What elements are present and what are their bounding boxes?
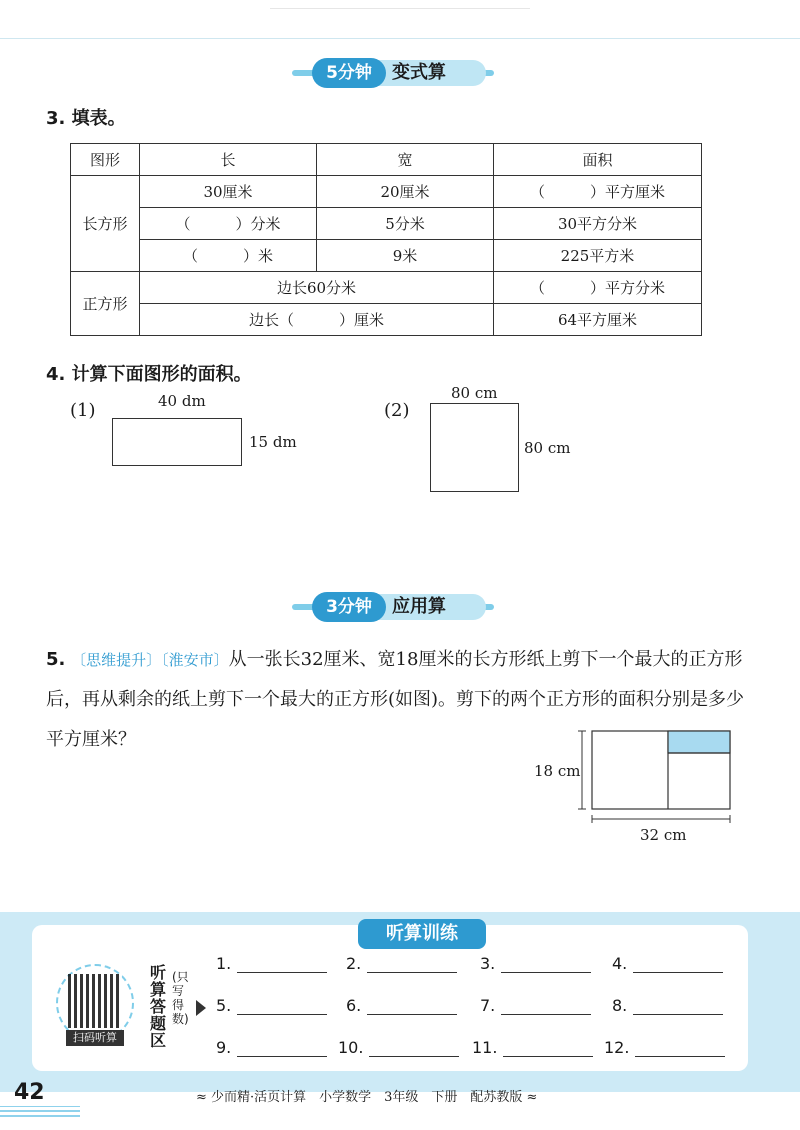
section-header-2: [0, 592, 800, 622]
answer-slot[interactable]: 9.: [216, 1038, 327, 1057]
question-3-title: 3. 填表。: [46, 108, 126, 129]
answer-cell[interactable]: （ ）分米: [140, 208, 317, 240]
table-row: [71, 272, 702, 304]
tag-thinking: 〔思维提升〕: [71, 651, 162, 669]
answer-cell[interactable]: （ ）平方分米: [494, 272, 702, 304]
table-cell: 5分米: [317, 208, 494, 240]
section-header-1: [0, 58, 800, 88]
answer-cell[interactable]: 边长（ ）厘米: [140, 304, 494, 336]
table-row: [71, 176, 702, 208]
arrow-right-icon: [196, 1000, 206, 1016]
answer-area-sublabel: (只写得数): [172, 970, 189, 1026]
question-5-number: 5.: [46, 649, 66, 670]
figure-1-number: (1): [70, 400, 96, 421]
tag-region: 〔淮安市〕: [161, 651, 229, 669]
footer-text: ≈ 少而精·活页计算 小学数学 3年级 下册 配苏教版 ≈: [196, 1090, 538, 1105]
answer-slot[interactable]: 5.: [216, 996, 327, 1015]
answer-slot[interactable]: 1.: [216, 954, 327, 973]
table-row: [71, 240, 702, 272]
table-cell: 边长60分米: [140, 272, 494, 304]
answer-slot[interactable]: 3.: [480, 954, 591, 973]
header-shape: 图形: [71, 144, 140, 176]
figure-1-side-label: 15 dm: [249, 433, 297, 451]
question-5-text: 从一张长32厘米、宽18厘米的长方形纸上剪下一个最大的正方形后，再从剩余的纸上剪下一个最大的正方形(如图)。剪下的两个正方形的面积分别是多少平方厘米？: [46, 649, 745, 750]
figure-2-number: (2): [384, 400, 410, 421]
answer-slot[interactable]: 8.: [612, 996, 723, 1015]
table-header-row: [71, 144, 702, 176]
section-title: 变式算: [392, 62, 446, 83]
page-number: 42: [14, 1080, 45, 1105]
row-label-rectangle: 长方形: [71, 176, 140, 272]
header-length: 长: [140, 144, 317, 176]
figure-2-square: [430, 403, 519, 492]
answer-slot[interactable]: 4.: [612, 954, 723, 973]
qr-code-icon: [68, 974, 122, 1028]
listening-title: 听算训练: [358, 919, 486, 949]
dimension-width-label: 32 cm: [640, 826, 687, 844]
small-square: [668, 731, 730, 753]
table-cell: 20厘米: [317, 176, 494, 208]
section-time-badge: 5分钟: [312, 58, 386, 88]
table-cell: 64平方厘米: [494, 304, 702, 336]
qr-code[interactable]: [56, 964, 134, 1042]
question-4-title: 4. 计算下面图形的面积。: [46, 364, 252, 385]
table-cell: 225平方米: [494, 240, 702, 272]
footer: [0, 1078, 800, 1130]
answer-slot[interactable]: 2.: [346, 954, 457, 973]
answer-slot[interactable]: 10.: [338, 1038, 459, 1057]
answer-slot[interactable]: 11.: [472, 1038, 593, 1057]
row-label-square: 正方形: [71, 272, 140, 336]
figure-2-top-label: 80 cm: [451, 384, 498, 402]
figure-2-side-label: 80 cm: [524, 439, 571, 457]
figure-1-top-label: 40 dm: [158, 392, 206, 410]
table-cell: 30平方分米: [494, 208, 702, 240]
dimension-height-label: 18 cm: [534, 762, 581, 780]
top-rule: [270, 8, 530, 9]
answer-slot[interactable]: 6.: [346, 996, 457, 1015]
table-row: [71, 208, 702, 240]
header-line: [0, 38, 800, 39]
header-width: 宽: [317, 144, 494, 176]
listening-practice-area: [0, 912, 800, 1092]
fill-table: [70, 143, 702, 336]
qr-caption: 扫码听算: [66, 1030, 124, 1046]
answer-slot[interactable]: 7.: [480, 996, 591, 1015]
table-cell: 30厘米: [140, 176, 317, 208]
header-area: 面积: [494, 144, 702, 176]
figure-1-rectangle: [112, 418, 242, 466]
table-row: [71, 304, 702, 336]
answer-cell[interactable]: （ ）米: [140, 240, 317, 272]
section-time-badge: 3分钟: [312, 592, 386, 622]
answer-cell[interactable]: （ ）平方厘米: [494, 176, 702, 208]
table-cell: 9米: [317, 240, 494, 272]
wave-decoration: [0, 1106, 80, 1120]
answer-slot[interactable]: 12.: [604, 1038, 725, 1057]
section-title: 应用算: [392, 596, 446, 617]
answer-area-label: 听算答题区: [150, 963, 167, 1050]
